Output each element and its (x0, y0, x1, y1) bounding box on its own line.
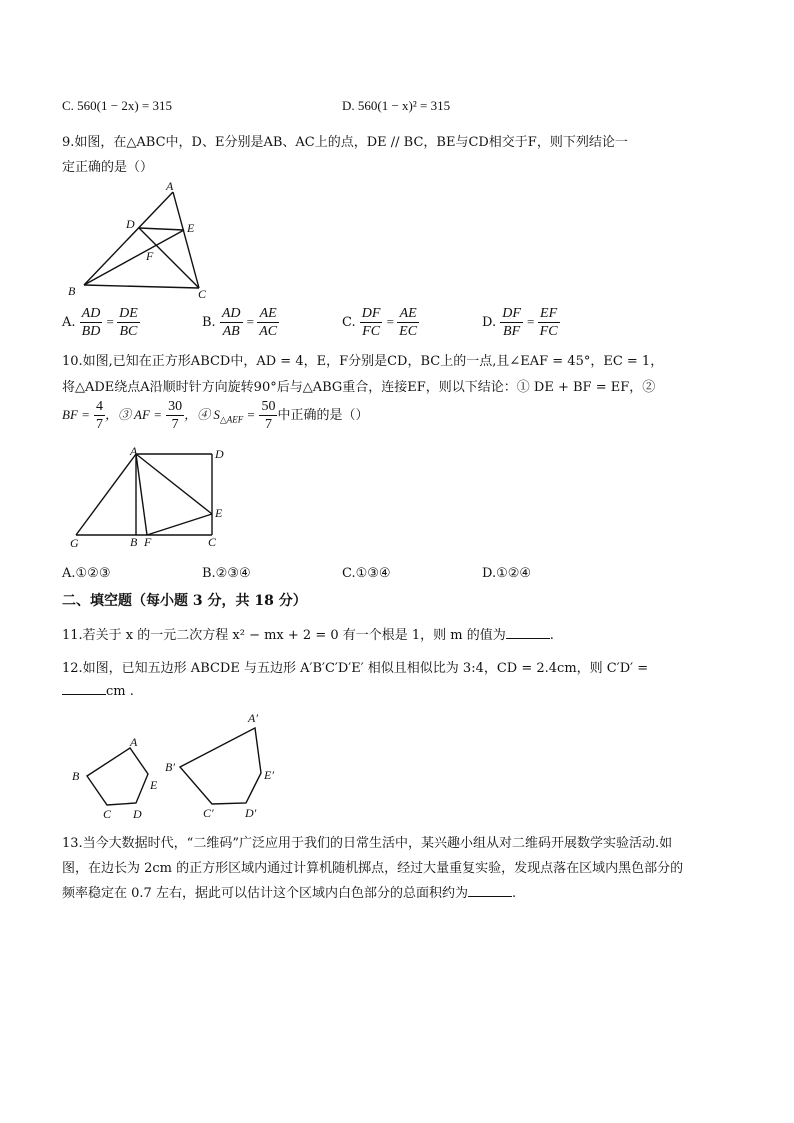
fraction-numerator: AE (257, 305, 279, 323)
label-a-prime: A′ (248, 711, 258, 725)
label-b: B (72, 769, 80, 783)
section-heading: 二、填空题（每小题 3 分，共 18 分） (62, 593, 307, 609)
fraction-denominator: FC (539, 324, 558, 339)
label-d: D (215, 447, 224, 461)
q10-text-line2: 将△ADE绕点A沿顺时针方向旋转90°后与△ABG重合，连接EF，则以下结论：① DE + BF = EF，② (62, 380, 656, 395)
q11-period: . (549, 628, 554, 643)
label-e: E (150, 778, 158, 792)
segment-ag (76, 454, 136, 535)
pentagon-a-prime (180, 728, 261, 804)
q9-option-b: B. $\frac{AD}{AB}$ = $\frac{AE}{AC}$ (202, 306, 278, 339)
q10-text-line3 (62, 398, 368, 433)
fraction-denominator: 7 (264, 417, 272, 432)
fraction-numerator: AD (81, 306, 101, 321)
label-f: F (146, 249, 154, 263)
fraction-numerator: DF (361, 306, 381, 321)
q13-question: 频率稳定在 0.7 左右，据此可以估计这个区域内白色部分的总面积约为 (62, 886, 468, 901)
q12-text-line2 (62, 682, 134, 699)
segment-de (139, 228, 184, 230)
label-e: E (215, 506, 223, 520)
segment-ab (84, 192, 173, 285)
option-letter: A. (62, 315, 76, 330)
equals-sign: = (243, 407, 256, 422)
segment-bc (84, 285, 199, 288)
label-c-prime: C′ (203, 806, 214, 820)
fraction-denominator: BF (503, 324, 521, 339)
fraction-denominator: FC (362, 324, 381, 339)
q12-text-line1: 12.如图，已知五边形 ABCDE 与五边形 A′B′C′D′E′ 相似且相似比为 3:4，CD = 2.4cm，则 C′D′ = (62, 661, 649, 676)
fraction-numerator: AD (221, 306, 241, 321)
q12-unit: cm . (106, 684, 134, 699)
fraction-numerator: DF (502, 306, 521, 321)
q11-text (62, 624, 554, 643)
option-letter: D. (482, 315, 497, 330)
label-a: A (130, 735, 138, 749)
fraction-denominator: BD (81, 324, 101, 339)
af-expression: ，③ AF = (105, 407, 162, 422)
q8-option-c: C. 560(1 − 2x) = 315 (62, 98, 172, 113)
q13-text-line2: 图，在边长为 2cm 的正方形区域内通过计算机随机掷点，经过大量重复实验，发现点落在区域内黑色部分的 (62, 861, 684, 876)
segment-af (136, 454, 147, 535)
answer-blank[interactable] (62, 682, 106, 695)
q9-text-line1: 9.如图，在△ABC中，D、E分别是AB、AC上的点，DE // BC，BE与CD相交于F，则下列结论一 (62, 135, 628, 150)
answer-blank[interactable] (506, 626, 550, 639)
q9-option-c: C. $\frac{DF}{FC}$ = $\frac{AE}{EC}$ (342, 306, 418, 339)
q10-option-c: C.①③④ (342, 566, 391, 581)
bf-expression: BF = (62, 407, 90, 422)
fraction-denominator: 7 (96, 417, 104, 432)
q10-option-b: B.②③④ (202, 566, 251, 581)
option-letter: B. (202, 315, 216, 330)
fraction-numerator: 30 (168, 399, 183, 414)
label-c: C (103, 807, 112, 821)
pentagon-abcde (87, 748, 148, 805)
q8-option-d: D. 560(1 − x)² = 315 (342, 98, 451, 113)
label-g: G (70, 536, 79, 550)
fraction-numerator: 50 (261, 399, 276, 414)
q13-text-line1: 13.当今大数据时代，“二维码”广泛应用于我们的日常生活中，某兴趣小组从对二维码开展数学实验活动.如 (62, 836, 673, 851)
q10-square-figure (62, 444, 232, 550)
q9-triangle-figure (62, 178, 232, 300)
label-e: E (187, 221, 195, 235)
label-a: A (166, 179, 174, 193)
q10-text-line1: 10.如图,已知在正方形ABCD中，AD = 4，E，F分别是CD，BC上的一点,且∠EAF = 45°，EC = 1， (62, 354, 664, 369)
area-subscript: △AEF (219, 414, 244, 425)
fraction-numerator: DE (119, 306, 138, 321)
fraction-denominator: BC (119, 324, 138, 339)
segment-ae (136, 454, 212, 514)
option-letter: C. (342, 315, 356, 330)
q13-text-line3 (62, 882, 516, 901)
q13-period: . (511, 886, 517, 901)
fraction-numerator: AE (397, 305, 419, 323)
segment-fe (147, 514, 212, 535)
label-b-prime: B′ (165, 760, 175, 774)
answer-blank[interactable] (468, 884, 512, 897)
fraction-denominator: AC (259, 324, 278, 339)
q10-option-a: A.①②③ (62, 566, 111, 581)
label-c: C (208, 535, 217, 549)
label-c: C (198, 287, 207, 300)
label-d-prime: D′ (245, 806, 257, 820)
q12-pentagon-figure (62, 706, 302, 824)
fraction-denominator: EC (399, 324, 418, 339)
fraction-denominator: 7 (171, 417, 179, 432)
q11-question: 11.若关于 x 的一元二次方程 x² − mx + 2 = 0 有一个根是 1，则 m 的值为 (62, 628, 506, 643)
fraction-numerator: EF (538, 305, 560, 323)
q9-option-d: D. $\frac{DF}{BF}$ = $\frac{EF}{FC}$ (482, 306, 558, 339)
q10-question-tail: 中正确的是（） (277, 408, 369, 423)
area-symbol: ，④ S (184, 407, 220, 422)
q9-option-a: A. $\frac{AD}{BD}$ = $\frac{DE}{BC}$ (62, 306, 138, 339)
q9-text-line2: 定正确的是（） (62, 160, 154, 175)
segment-ac (173, 192, 199, 288)
label-e-prime: E′ (264, 768, 274, 782)
label-d: D (133, 807, 142, 821)
label-b: B (130, 535, 138, 549)
q10-option-d: D.①②④ (482, 566, 532, 581)
label-d: D (126, 217, 135, 231)
label-f: F (144, 535, 152, 549)
fraction-denominator: AB (222, 324, 240, 339)
fraction-numerator: 4 (96, 399, 104, 414)
label-a: A (130, 444, 138, 458)
label-b: B (68, 284, 76, 298)
